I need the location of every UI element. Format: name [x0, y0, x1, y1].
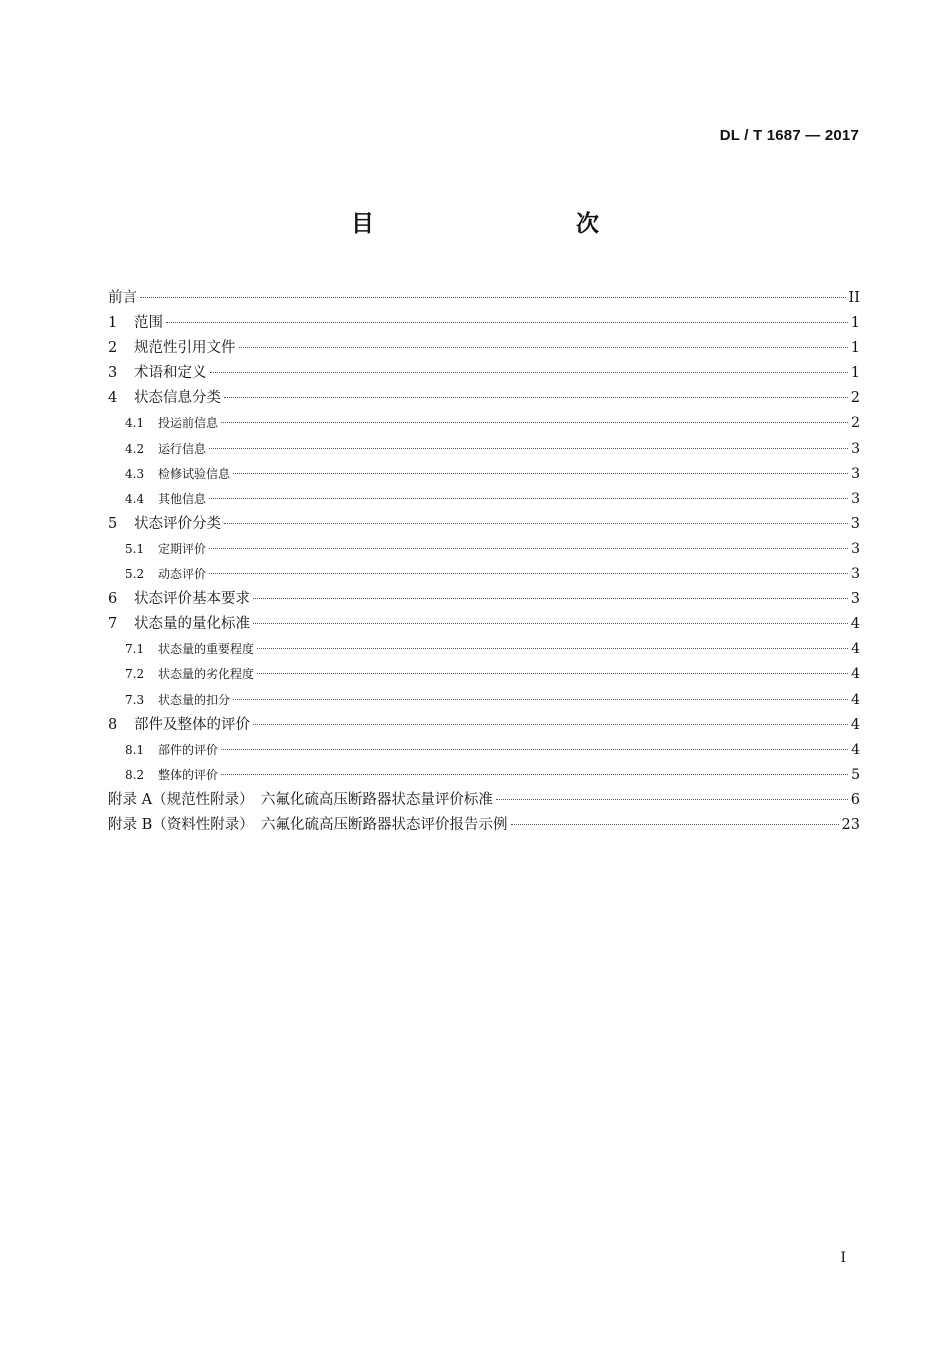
toc-entry[interactable] [108, 763, 860, 788]
toc-entry-page: 23 [841, 816, 860, 833]
toc-dot-leader [209, 448, 848, 449]
toc-entry-number: 3 [108, 365, 118, 382]
toc-entry-label: 状态评价基本要求 [134, 591, 250, 608]
toc-entry-label: 状态信息分类 [134, 390, 221, 407]
toc-entry[interactable] [108, 386, 860, 411]
toc-entry-number: 5 [108, 515, 118, 532]
toc-entry-number: 4 [108, 390, 118, 407]
toc-entry-label: 状态量的重要程度 [158, 642, 255, 657]
toc-title: 目 次 [351, 211, 651, 237]
toc-entry[interactable] [108, 738, 860, 763]
toc-entry-number: 2 [108, 340, 118, 357]
toc-dot-leader [224, 523, 848, 524]
toc-entry-page: 1 [850, 365, 860, 382]
toc-entry-page: 4 [850, 616, 860, 633]
toc-entry[interactable] [108, 662, 860, 687]
toc-entry[interactable] [108, 462, 860, 487]
toc-entry-page: II [848, 290, 860, 306]
toc-entry-number: 6 [108, 591, 118, 608]
table-of-contents [108, 286, 860, 838]
toc-entry-label: 规范性引用文件 [134, 340, 236, 357]
toc-entry-label: 前言 [108, 290, 137, 306]
toc-entry[interactable] [108, 537, 860, 562]
toc-dot-leader [209, 548, 848, 549]
toc-entry-label: 附录 B（资料性附录） 六氟化硫高压断路器状态评价报告示例 [108, 816, 508, 833]
toc-entry-label: 状态量的量化标准 [134, 616, 250, 633]
toc-entry-number: 8.2 [125, 767, 145, 782]
toc-entry-label: 附录 A（规范性附录） 六氟化硫高压断路器状态量评价标准 [108, 791, 493, 808]
toc-entry-label: 部件的评价 [158, 742, 219, 757]
toc-entry[interactable] [108, 813, 860, 838]
toc-entry[interactable] [108, 713, 860, 738]
toc-entry-label: 部件及整体的评价 [134, 716, 250, 733]
toc-entry-page: 3 [850, 515, 860, 532]
toc-entry[interactable] [108, 512, 860, 537]
toc-entry-page: 3 [851, 540, 860, 557]
toc-entry[interactable] [108, 411, 860, 436]
toc-dot-leader [496, 799, 848, 800]
toc-dot-leader [511, 824, 839, 825]
standard-code: DL / T 1687 — 2017 [719, 127, 859, 144]
toc-entry-number: 5.1 [125, 541, 145, 556]
toc-dot-leader [257, 673, 848, 674]
toc-dot-leader [209, 573, 848, 574]
toc-dot-leader [253, 724, 848, 725]
toc-entry-page: 2 [850, 390, 860, 407]
toc-dot-leader [233, 699, 848, 700]
toc-dot-leader [166, 322, 848, 323]
toc-entry-label: 投运前信息 [158, 416, 219, 431]
toc-entry-number: 7.2 [125, 667, 145, 682]
toc-entry-page: 6 [850, 791, 860, 808]
toc-dot-leader [233, 473, 848, 474]
toc-entry-label: 状态量的扣分 [158, 692, 231, 707]
toc-entry[interactable] [108, 587, 860, 612]
toc-dot-leader [221, 749, 848, 750]
toc-entry[interactable] [108, 311, 860, 336]
toc-entry[interactable] [108, 637, 860, 662]
toc-dot-leader [253, 598, 848, 599]
toc-entry[interactable] [108, 336, 860, 361]
toc-entry-number: 8 [108, 716, 118, 733]
toc-dot-leader [239, 347, 848, 348]
toc-entry-page: 3 [851, 440, 860, 457]
toc-entry-page: 1 [850, 315, 860, 332]
toc-entry-label: 整体的评价 [158, 767, 219, 782]
toc-entry-page: 2 [851, 415, 860, 432]
toc-entry-page: 4 [851, 741, 860, 758]
toc-entry-label: 定期评价 [158, 541, 207, 556]
toc-entry[interactable] [108, 612, 860, 637]
page-number: I [840, 1250, 846, 1266]
toc-dot-leader [210, 372, 848, 373]
toc-entry-page: 3 [851, 566, 860, 583]
toc-entry-number: 4.2 [125, 441, 145, 456]
toc-dot-leader [209, 498, 848, 499]
toc-entry[interactable] [108, 437, 860, 462]
toc-dot-leader [253, 623, 848, 624]
toc-dot-leader [257, 648, 848, 649]
toc-entry-number: 7.3 [125, 692, 145, 707]
toc-entry[interactable] [108, 286, 860, 311]
toc-entry-number: 4.4 [125, 491, 145, 506]
toc-entry-page: 1 [850, 340, 860, 357]
toc-entry-label: 运行信息 [158, 441, 207, 456]
toc-entry-label: 其他信息 [158, 491, 207, 506]
toc-entry[interactable] [108, 788, 860, 813]
toc-entry-page: 4 [851, 666, 860, 683]
toc-dot-leader [224, 397, 848, 398]
toc-entry-page: 4 [851, 691, 860, 708]
toc-entry-label: 术语和定义 [134, 365, 207, 382]
toc-entry-number: 7.1 [125, 642, 145, 657]
toc-entry-number: 8.1 [125, 742, 145, 757]
toc-entry-label: 检修试验信息 [158, 466, 231, 481]
toc-entry-number: 4.1 [125, 416, 145, 431]
toc-entry-page: 3 [851, 490, 860, 507]
toc-dot-leader [221, 422, 848, 423]
toc-entry[interactable] [108, 688, 860, 713]
toc-entry-label: 范围 [134, 315, 163, 332]
toc-entry-label: 状态量的劣化程度 [158, 667, 255, 682]
toc-entry-page: 4 [850, 716, 860, 733]
toc-entry[interactable] [108, 361, 860, 386]
toc-entry-number: 1 [108, 315, 118, 332]
toc-entry-label: 状态评价分类 [134, 515, 221, 532]
toc-entry-page: 5 [851, 766, 860, 783]
toc-entry-number: 7 [108, 616, 118, 633]
toc-dot-leader [140, 297, 846, 298]
toc-entry[interactable] [108, 487, 860, 512]
toc-dot-leader [221, 774, 848, 775]
toc-entry-page: 4 [851, 641, 860, 658]
toc-entry-page: 3 [851, 465, 860, 482]
toc-entry-number: 4.3 [125, 466, 145, 481]
toc-entry-number: 5.2 [125, 567, 145, 582]
toc-entry-page: 3 [850, 591, 860, 608]
toc-entry-label: 动态评价 [158, 567, 207, 582]
toc-entry[interactable] [108, 562, 860, 587]
